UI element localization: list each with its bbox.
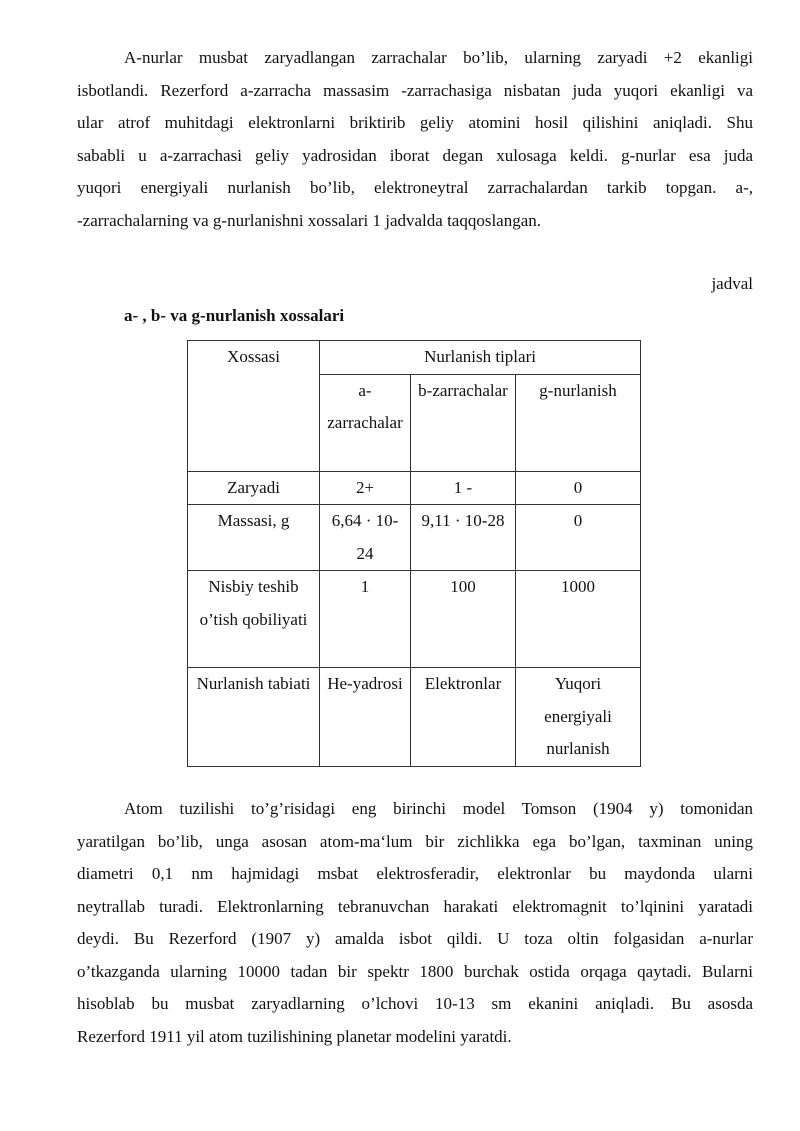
radiation-properties-table <box>187 340 641 767</box>
atom-model-paragraph <box>77 793 753 1053</box>
header-property: Xossasi <box>188 341 320 472</box>
column-header: b-zarrachalar <box>411 374 516 471</box>
text-line: o’tkazganda ularning 10000 tadan bir spektr 1800 burchak ostida orqaga qaytadi. Bularni <box>77 961 753 981</box>
column-header: g-nurlanish <box>516 374 641 471</box>
table-row <box>188 471 641 505</box>
row-property: Nurlanish tabiati <box>188 668 320 767</box>
table-cell: 1000 <box>516 571 641 668</box>
column-header: a-zarrachalar <box>320 374 411 471</box>
text-line: isbotlandi. Rezerford a-zarracha massasim -zarrachasiga nisbatan juda yuqori ekanligi va <box>77 80 753 100</box>
text-line: Atom tuzilishi to’g’risidagi eng birinchi model Tomson (1904 y) tomonidan <box>124 799 753 818</box>
table-cell: Yuqori energiyali nurlanish <box>516 668 641 767</box>
text-line: deydi. Bu Rezerford (1907 y) amalda isbot qildi. U toza oltin folgasidan a-nurlar <box>77 929 753 948</box>
intro-paragraph <box>77 42 753 237</box>
text-line: yuqori energiyali nurlanish bo’lib, elektroneytral zarrachalardan tarkib topgan. a-, <box>77 178 753 197</box>
table-caption: a- , b- va g-nurlanish xossalari <box>124 306 345 325</box>
text-line: diametri 0,1 nm hajmidagi msbat elektrosferadir, elektronlar bu maydonda ularni <box>77 864 753 883</box>
table-cell: He-yadrosi <box>320 668 411 767</box>
table-row <box>188 505 641 571</box>
text-line: ular atrof muhitdagi elektronlarni briktirib geliy atomini hosil qilishini aniqladi. Shu <box>77 113 753 132</box>
table-header-row <box>188 341 641 375</box>
table-cell: 0 <box>516 505 641 571</box>
text-line: neytrallab turadi. Elektronlarning tebranuvchan harakati elektromagnit to’lqinini yaratadi <box>77 896 753 916</box>
header-group: Nurlanish tiplari <box>320 341 641 375</box>
row-property: Zaryadi <box>188 471 320 505</box>
table-cell: 9,11 · 10-28 <box>411 505 516 571</box>
table-row <box>188 668 641 767</box>
table-row <box>188 571 641 668</box>
table-cell: 2+ <box>320 471 411 505</box>
text-line: hisoblab bu musbat zaryadlarning o’lchovi 10-13 sm ekanini aniqladi. Bu asosda <box>77 994 753 1013</box>
row-property: Nisbiy teshib o’tish qobiliyati <box>188 571 320 668</box>
table-cell: Elektronlar <box>411 668 516 767</box>
table-cell: 1 - <box>411 471 516 505</box>
text-line: sababli u a-zarrachasi geliy yadrosidan iborat degan xulosaga keldi. g-nurlar esa juda <box>77 145 753 165</box>
text-line: A-nurlar musbat zaryadlangan zarrachalar bo’lib, ularning zaryadi +2 ekanligi <box>124 48 753 67</box>
table-cell: 100 <box>411 571 516 668</box>
table-cell: 1 <box>320 571 411 668</box>
text-line: Rezerford 1911 yil atom tuzilishining planetar modelini yaratdi. <box>77 1026 512 1046</box>
text-line: yaratilgan bo’lib, unga asosan atom-ma‘lum bir zichlikka ega bo’lgan, taxminan uning <box>77 831 753 851</box>
table-cell: 6,64 · 10-24 <box>320 505 411 571</box>
text-line: -zarrachalarning va g-nurlanishni xossalari 1 jadvalda taqqoslangan. <box>77 210 542 230</box>
table-cell: 0 <box>516 471 641 505</box>
row-property: Massasi, g <box>188 505 320 571</box>
table-label: jadval <box>711 274 753 293</box>
